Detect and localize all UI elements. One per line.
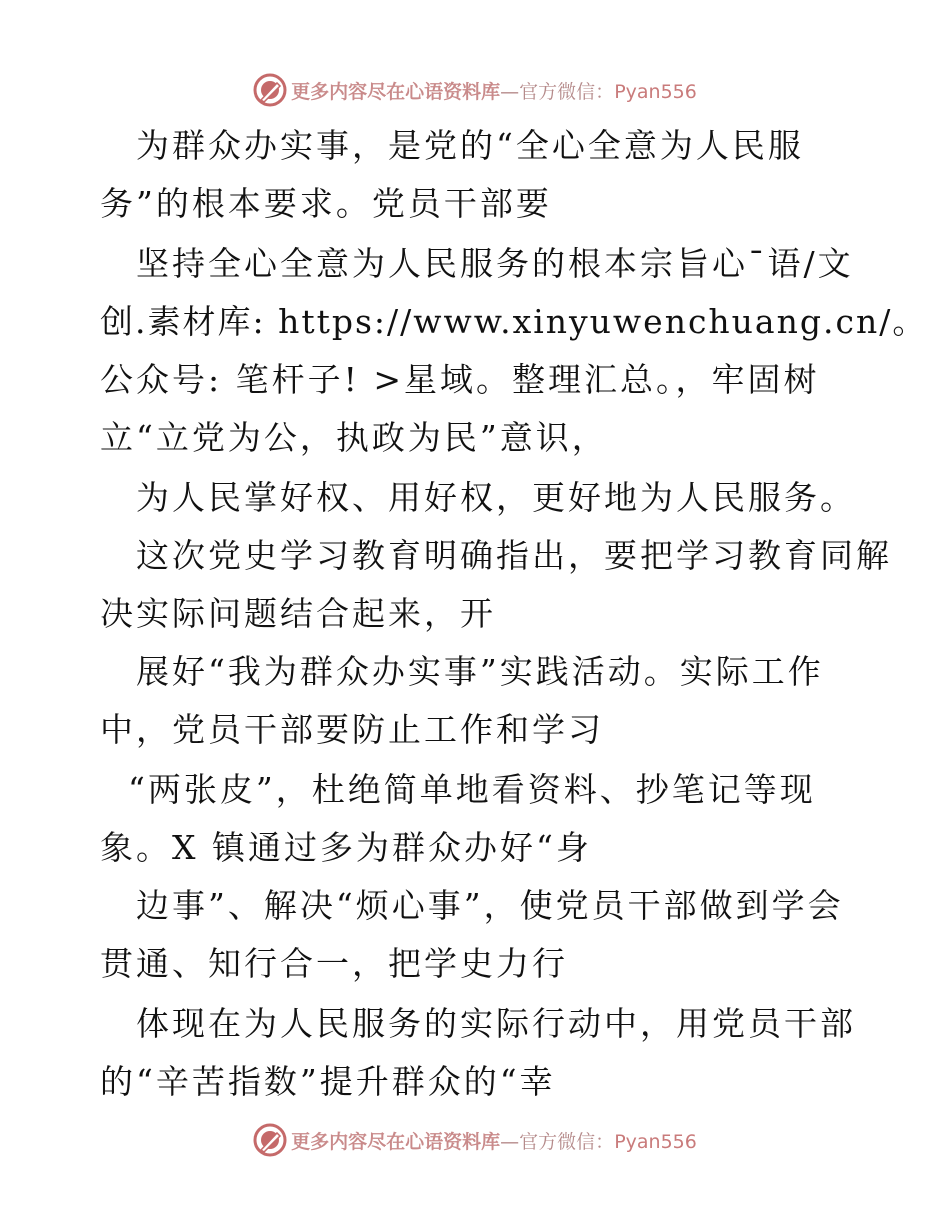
body-line: 展好“我为群众办实事”实践活动。实际工作 (136, 652, 824, 691)
body-line: 为群众办实事，是党的“全心全意为人民服 (136, 126, 804, 165)
body-line: 坚持全心全意为人民服务的根本宗旨心¯语/文 (136, 244, 854, 283)
body-line: 决实际问题结合起来，开 (100, 594, 496, 633)
body-line: 贯通、知行合一，把学史力行 (100, 944, 568, 983)
body-line: 立“立党为公，执政为民”意识， (100, 418, 608, 457)
pen-logo-icon (253, 1123, 287, 1157)
footer-banner (0, 1120, 950, 1160)
body-line: 象。X 镇通过多为群众办好“身 (100, 828, 592, 867)
body-line: 公众号: 笔杆子! >星域。整理汇总。，牢固树 (100, 360, 820, 399)
body-line: 这次党史学习教育明确指出，要把学习教育同解 (136, 536, 892, 575)
footer-text: 更多内容尽在心语资料库—官方微信：Pyan556 (291, 1130, 697, 1153)
body-line: 的“辛苦指数”提升群众的“幸 (100, 1062, 556, 1101)
header-text: 更多内容尽在心语资料库—官方微信：Pyan556 (291, 80, 697, 103)
body-line: 创.素材库: https://www.xinyuwenchuang.cn/。 (100, 302, 928, 341)
body-line: 边事”、解决“烦心事”，使党员干部做到学会 (136, 886, 844, 925)
body-line: 中，党员干部要防止工作和学习 (100, 710, 604, 749)
body-line: “两张皮”，杜绝简单地看资料、抄笔记等现 (128, 770, 816, 809)
body-line: 为人民掌好权、用好权，更好地为人民服务。 (136, 478, 856, 517)
pen-logo-icon (253, 73, 287, 107)
body-line: 务”的根本要求。党员干部要 (100, 184, 552, 223)
header-banner (0, 70, 950, 110)
body-line: 体现在为人民服务的实际行动中，用党员干部 (136, 1004, 856, 1043)
